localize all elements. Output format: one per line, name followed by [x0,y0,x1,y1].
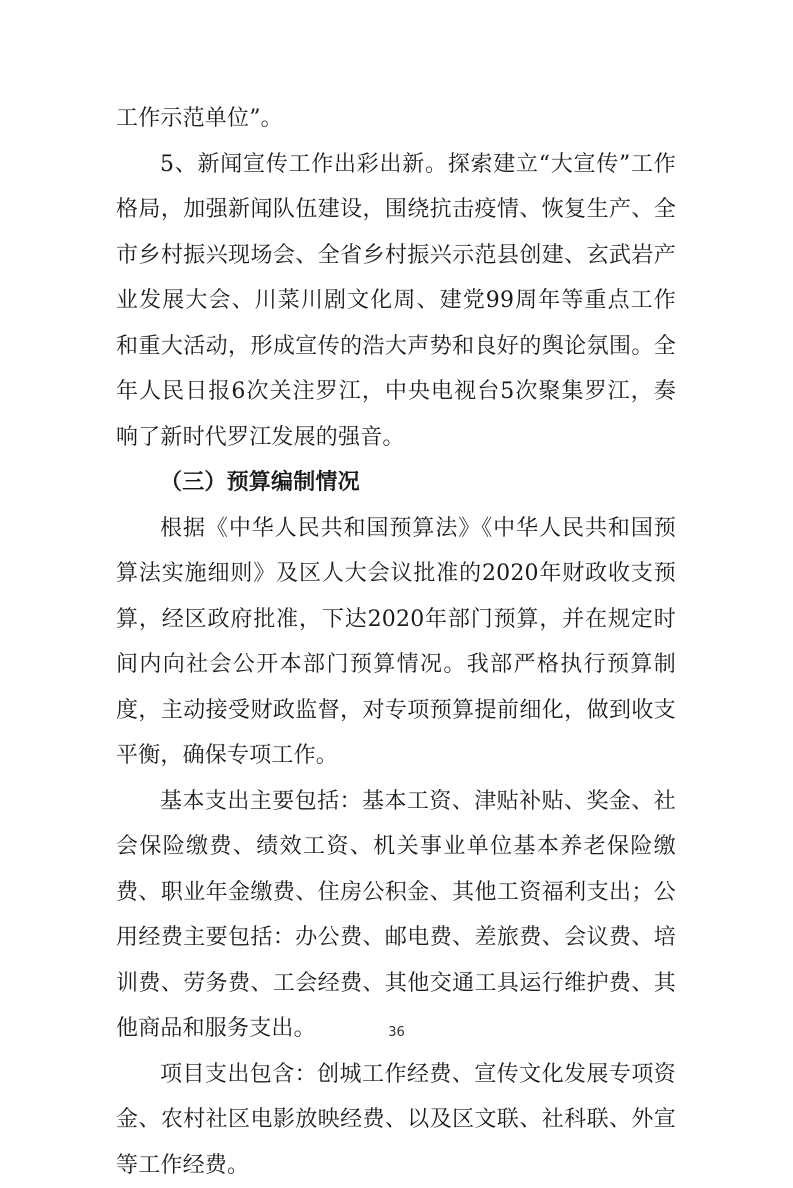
paragraph-continuation: 工作示范单位”。 [116,96,676,142]
paragraph-news-publicity: 5、新闻宣传工作出彩出新。探索建立“大宣传”工作格局，加强新闻队伍建设，围绕抗击疫情、恢复生产、全市乡村振兴现场会、全省乡村振兴示范县创建、玄武岩产业发展大会、川菜川剧文化周、建党99周年等重点工作和重大活动，形成宣传的浩大声势和良好的舆论氛围。全年人民日报6次关注罗江，中央电视台5次聚集罗江，奏响了新时代罗江发展的强音。 [116,142,676,461]
section-heading-budget: （三）预算编制情况 [116,460,676,506]
page-number: 36 [0,1025,793,1040]
paragraph-project-expenditure: 项目支出包含：创城工作经费、宣传文化发展专项资金、农村社区电影放映经费、以及区文联、社科联、外宣等工作经费。 [116,1052,676,1188]
paragraph-budget-basis: 根据《中华人民共和国预算法》《中华人民共和国预算法实施细则》及区人大会议批准的2020年财政收支预算，经区政府批准，下达2020年部门预算，并在规定时间内向社会公开本部门预算情况。我部严格执行预算制度，主动接受财政监督，对专项预算提前细化，做到收支平衡，确保专项工作。 [116,506,676,779]
paragraph-basic-expenditure: 基本支出主要包括：基本工资、津贴补贴、奖金、社会保险缴费、绩效工资、机关事业单位基本养老保险缴费、职业年金缴费、住房公积金、其他工资福利支出；公用经费主要包括：办公费、邮电费、差旅费、会议费、培训费、劳务费、工会经费、其他交通工具运行维护费、其他商品和服务支出。 [116,779,676,1052]
